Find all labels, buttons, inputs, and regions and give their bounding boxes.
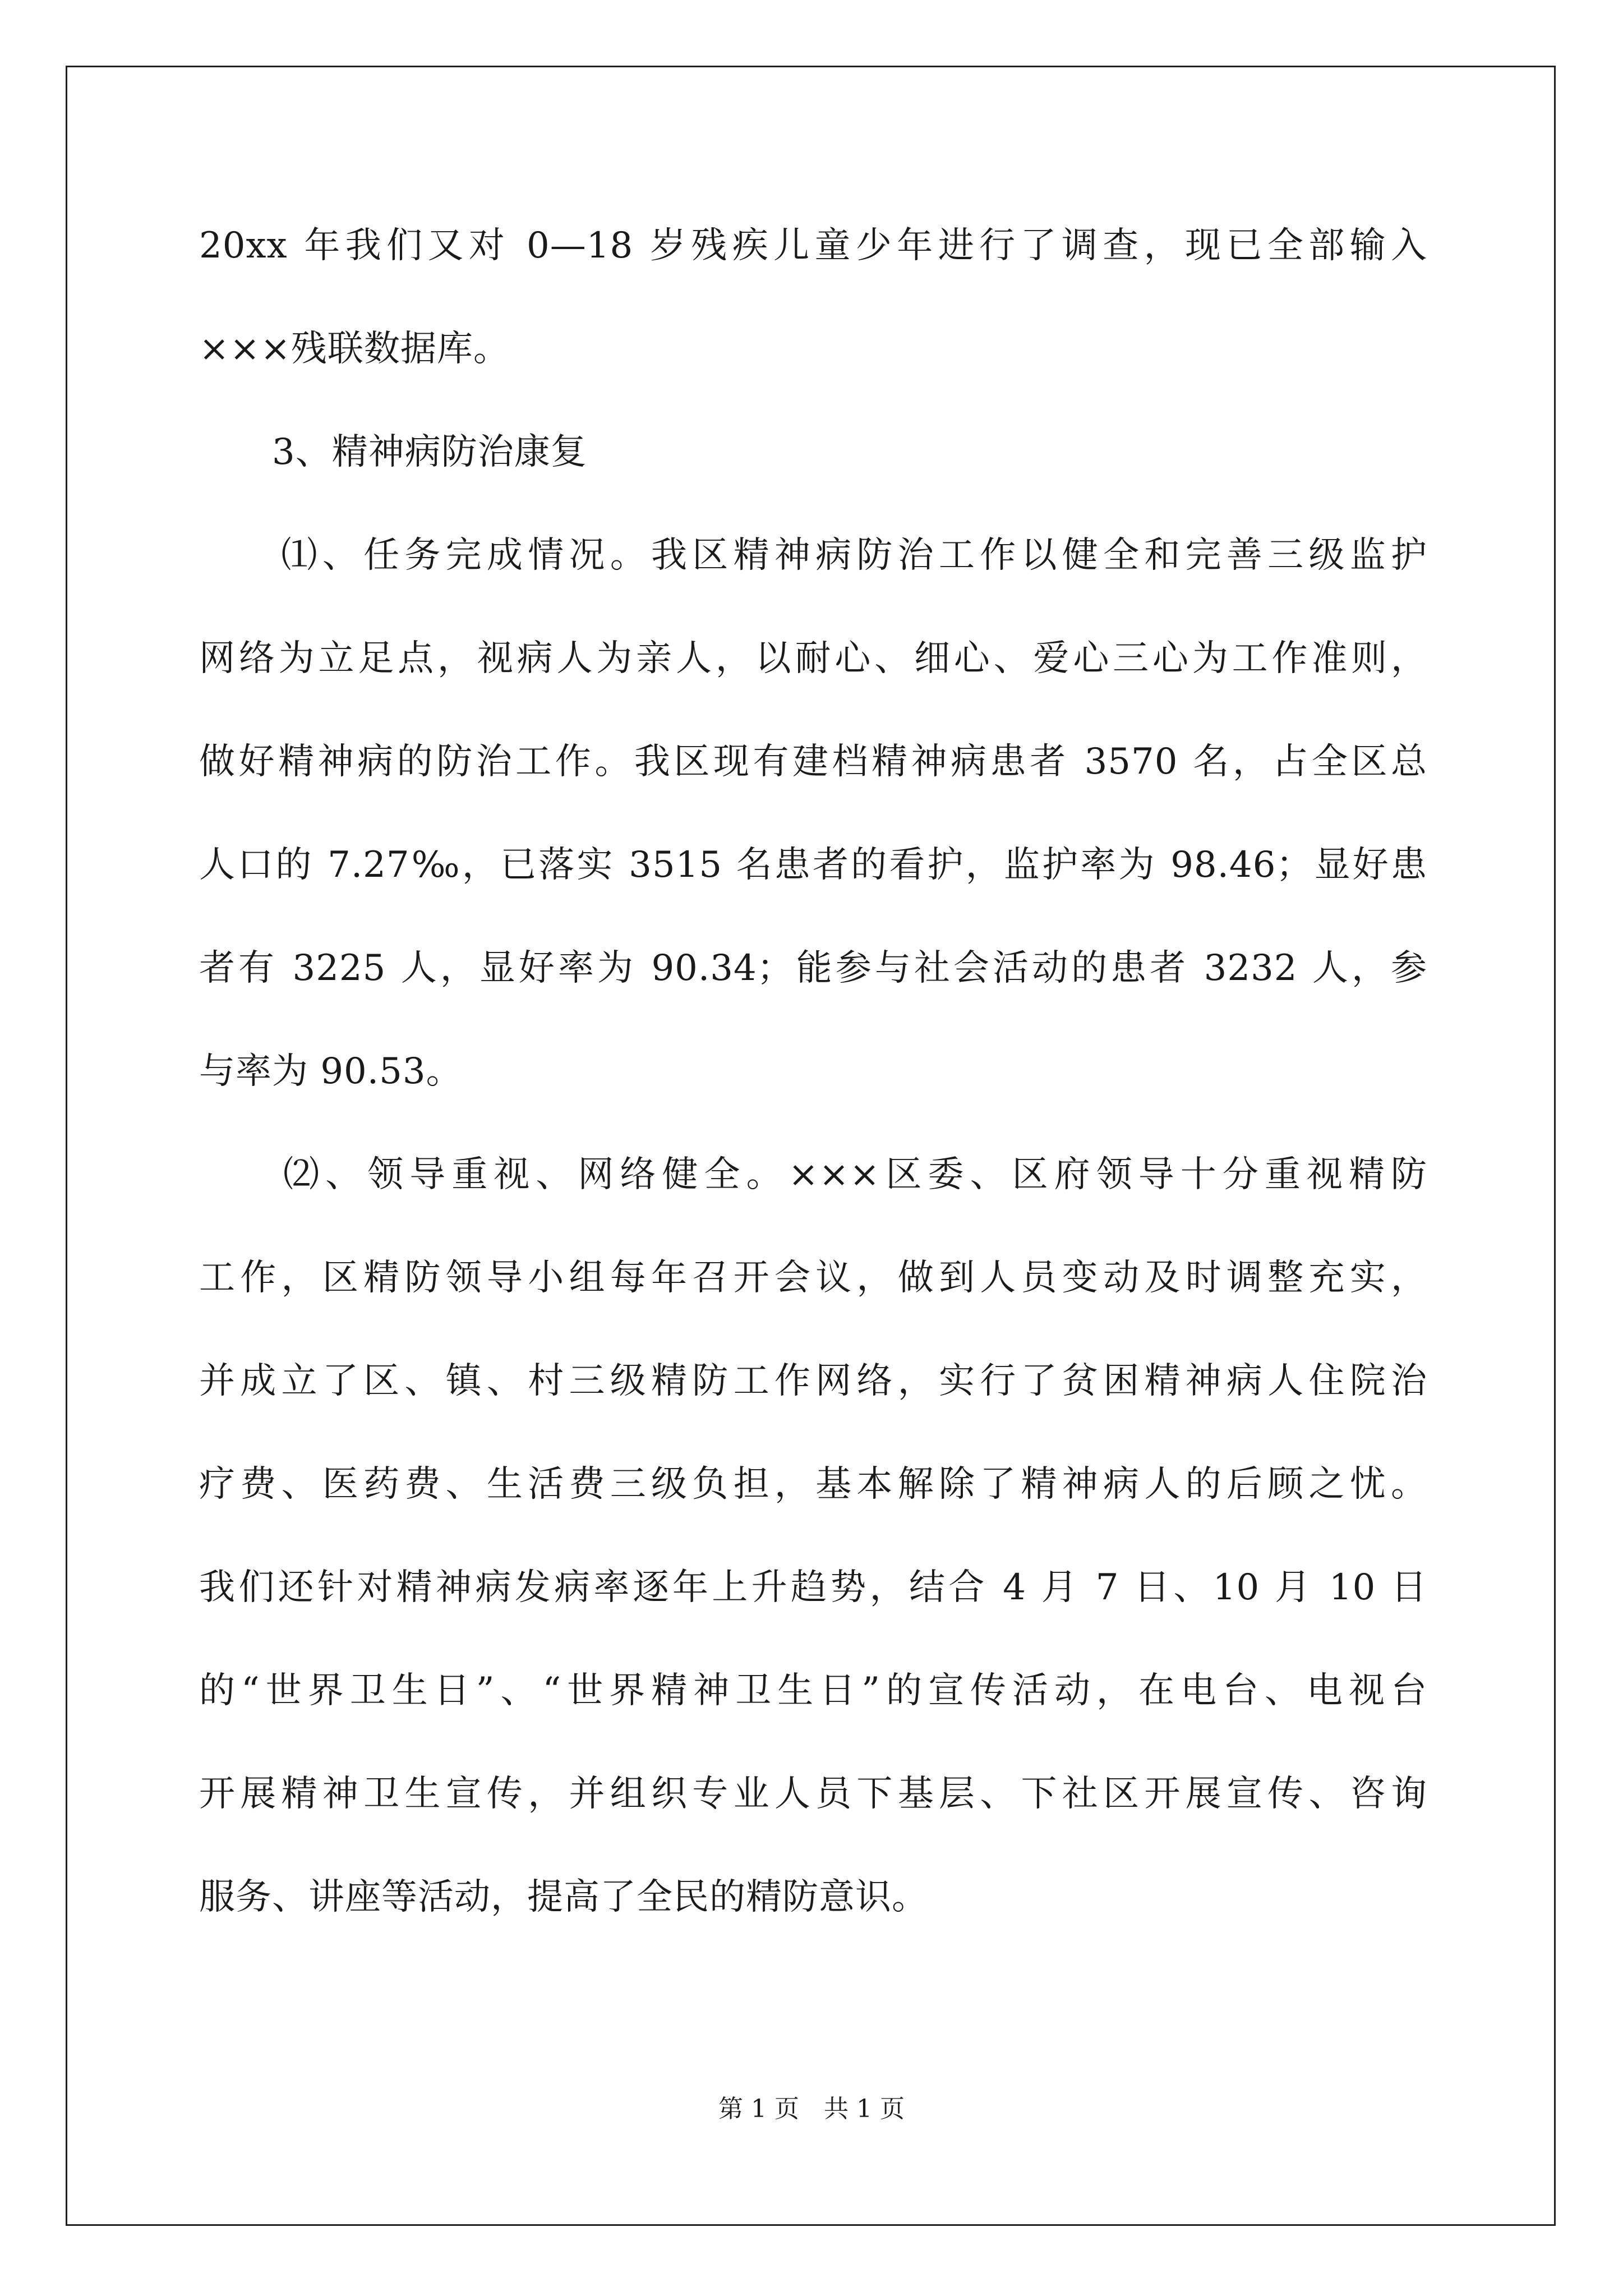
section-heading: 3、精神病防治康复 [199, 431, 587, 473]
text-line: 工作，区精防领导小组每年召开会议，做到人员变动及时调整充实， [199, 1257, 1427, 1299]
text-line: 者有 3225 人，显好率为 90.34；能参与社会活动的患者 3232 人，参 [199, 947, 1427, 989]
text-line: 我们还针对精神病发病率逐年上升趋势，结合 4 月 7 日、10 月 10 日 [199, 1567, 1427, 1608]
text-line: 做好精神病的防治工作。我区现有建档精神病患者 3570 名，占全区总 [199, 741, 1427, 783]
document-body [199, 218, 1427, 1972]
text-line: 20xx 年我们又对 0—18 岁残疾儿童少年进行了调查，现已全部输入 [199, 225, 1427, 266]
text-line: ×××残联数据库。 [199, 328, 510, 370]
text-line: ⑵、领导重视、网络健全。×××区委、区府领导十分重视精防 [199, 1154, 1427, 1195]
text-line: 与率为 90.53。 [199, 1051, 463, 1092]
text-line: ⑴、任务完成情况。我区精神病防治工作以健全和完善三级监护 [199, 535, 1427, 576]
text-line: 网络为立足点，视病人为亲人，以耐心、细心、爱心三心为工作准则， [199, 638, 1427, 679]
text-line: 服务、讲座等活动，提高了全民的精防意识。 [199, 1876, 928, 1918]
text-line: 疗费、医药费、生活费三级负担，基本解除了精神病人的后顾之忧。 [199, 1464, 1427, 1505]
text-line: 的“世界卫生日”、“世界精神卫生日”的宣传活动，在电台、电视台 [199, 1670, 1427, 1711]
page-footer: 第 1 页 共 1 页 [718, 2095, 905, 2123]
text-line: 人口的 7.27‰，已落实 3515 名患者的看护，监护率为 98.46；显好患 [199, 844, 1427, 886]
text-line: 开展精神卫生宣传，并组织专业人员下基层、下社区开展宣传、咨询 [199, 1773, 1427, 1815]
text-line: 并成立了区、镇、村三级精防工作网络，实行了贫困精神病人住院治 [199, 1360, 1427, 1402]
